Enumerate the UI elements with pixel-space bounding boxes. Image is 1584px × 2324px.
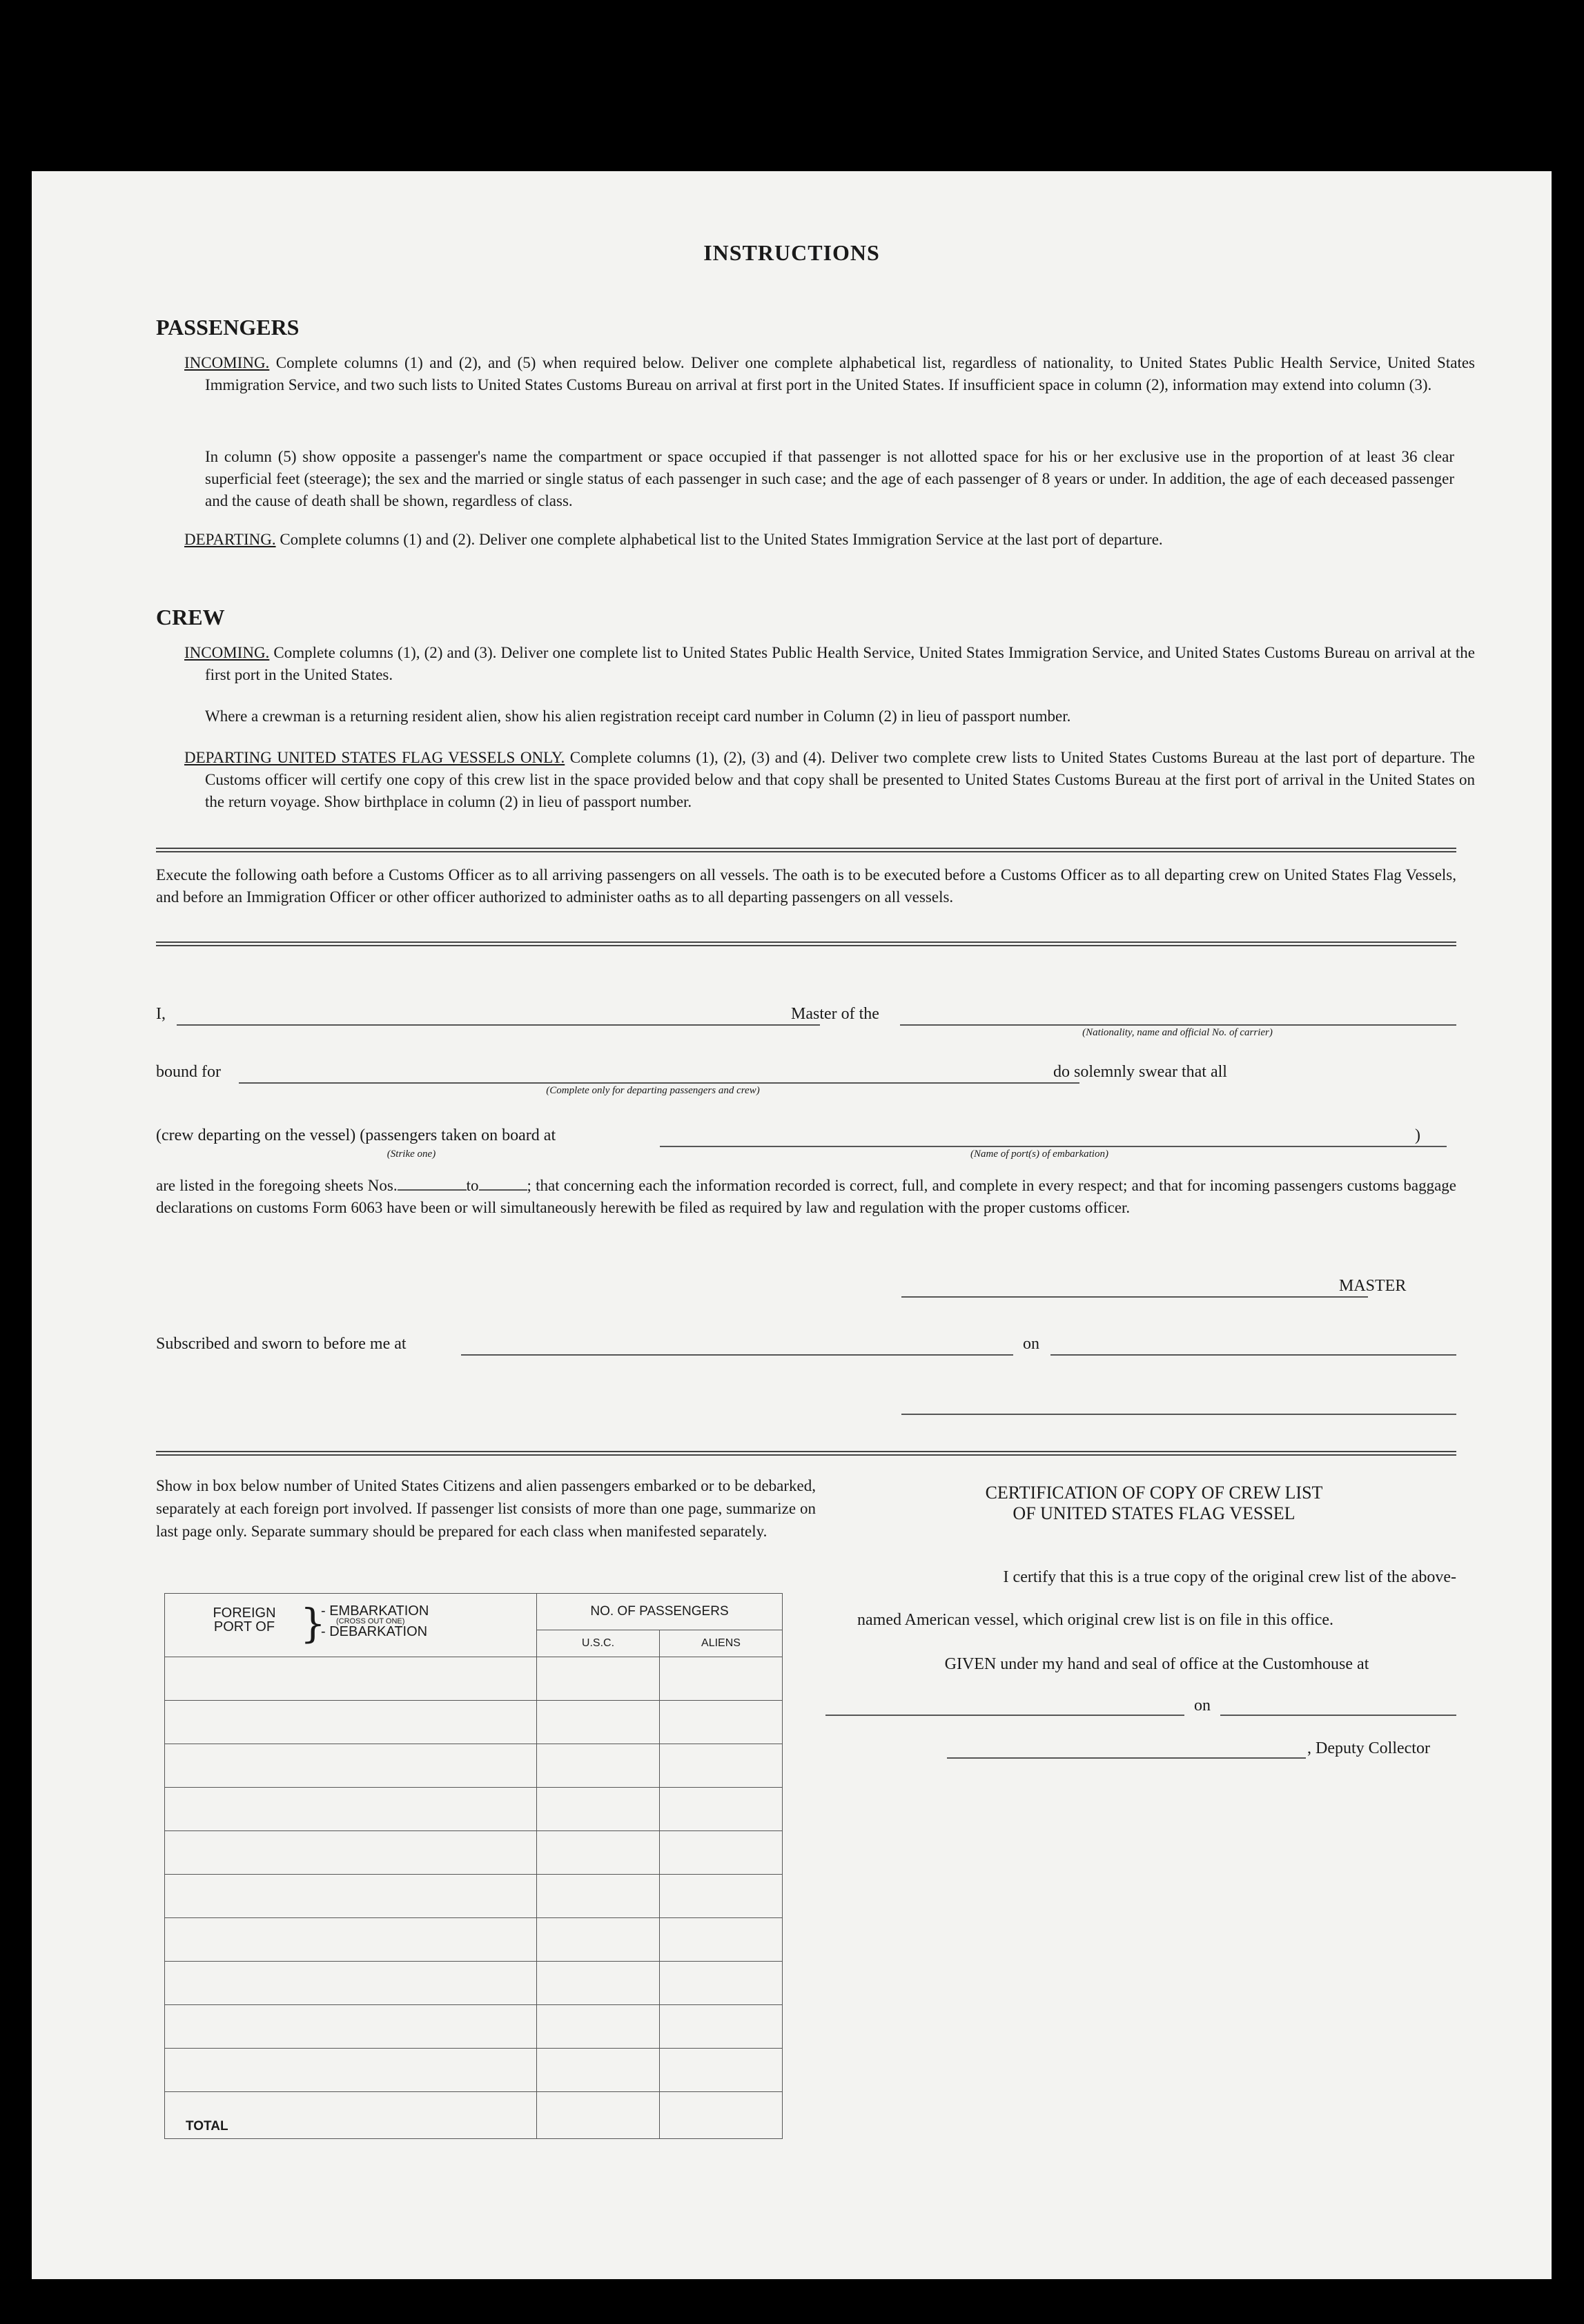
passengers-incoming-paragraph	[184, 352, 1475, 396]
sworn-place-field[interactable]	[461, 1354, 1013, 1356]
usc-total-cell[interactable]	[537, 2092, 660, 2139]
bound-for-label: bound for	[156, 1063, 221, 1081]
foreign-port-header	[165, 1594, 537, 1657]
table-row	[165, 1831, 783, 1875]
table-row	[165, 1788, 783, 1831]
master-label: MASTER	[1339, 1277, 1407, 1295]
customhouse-place-field[interactable]	[825, 1715, 1184, 1716]
listed-text-b: ; that concerning each the information recorded is correct, full, and complete in every respect; and that for incoming passengers customs baggage declarations on customs Form 6063 have been or will simultaneously herewith be filed as required by law and regulation with the proper customs officer.	[156, 1177, 1456, 1216]
usc-header: U.S.C.	[537, 1630, 660, 1657]
divider	[156, 848, 1456, 852]
crew-incoming-paragraph	[184, 642, 1475, 686]
master-name-field[interactable]	[177, 1024, 820, 1026]
passengers-departing-label: DEPARTING.	[184, 531, 276, 548]
usc-cell[interactable]	[537, 1875, 660, 1918]
passengers-departing-text: Complete columns (1) and (2). Deliver one complete alphabetical list to the United States Immigration Service at the last port of departure.	[275, 531, 1163, 548]
crew-departing-text: Complete columns (1), (2), (3) and (4). Deliver two complete crew lists to United States Customs Bureau at the last port of departure. The Customs officer will certify one copy of this crew list in the space provided below and that copy shall be presented to United States Customs Bureau at the first port of arrival in the United States on the return voyage. Show birthplace in column (2) in lieu of passport number.	[205, 749, 1476, 810]
aliens-cell[interactable]	[659, 2005, 782, 2049]
crew-resident-paragraph: Where a crewman is a returning resident alien, show his alien registration receipt card number in Column (2) in lieu of passport number.	[205, 707, 1071, 725]
port-cell[interactable]	[165, 1918, 537, 1962]
usc-cell[interactable]	[537, 1657, 660, 1701]
usc-cell[interactable]	[537, 1788, 660, 1831]
passengers-incoming-label: INCOMING.	[184, 354, 270, 371]
subscribed-label: Subscribed and sworn to before me at	[156, 1335, 407, 1353]
no-of-passengers-header: NO. OF PASSENGERS	[537, 1594, 783, 1630]
embark-debark-options	[321, 1605, 429, 1638]
table-row	[165, 1657, 783, 1701]
aliens-cell[interactable]	[659, 1701, 782, 1744]
given-line: GIVEN under my hand and seal of office at the Customhouse at	[944, 1655, 1369, 1673]
aliens-cell[interactable]	[659, 1831, 782, 1875]
listed-text-a: are listed in the foregoing sheets Nos.	[156, 1177, 398, 1194]
aliens-cell[interactable]	[659, 1788, 782, 1831]
table-row	[165, 1918, 783, 1962]
usc-cell[interactable]	[537, 1918, 660, 1962]
page-title: INSTRUCTIONS	[703, 240, 880, 265]
passengers-column5-paragraph: In column (5) show opposite a passenger's name the compartment or space occupied if that passenger is not allotted space for his or her exclusive use in the proportion of at least 36 clear superficial feet (steerage); the sex and the married or single status of each passenger in such case; and the age of each passenger of 8 years or under. In addition, the age of each deceased passenger and the cause of death shall be shown, regardless of class.	[205, 448, 1454, 509]
total-label: TOTAL	[165, 2092, 537, 2139]
crew-departing-label: DEPARTING UNITED STATES FLAG VESSELS ONLY.	[184, 749, 565, 766]
listed-to-label: to	[466, 1177, 479, 1194]
crew-incoming-label: INCOMING.	[184, 644, 270, 661]
aliens-cell[interactable]	[659, 1918, 782, 1962]
usc-cell[interactable]	[537, 2005, 660, 2049]
port-cell[interactable]	[165, 1831, 537, 1875]
strike-caption: (Strike one)	[387, 1149, 436, 1160]
sworn-date-field[interactable]	[1050, 1354, 1456, 1356]
table-row	[165, 1744, 783, 1788]
port-caption: (Name of port(s) of embarkation)	[970, 1149, 1108, 1160]
summary-instructions: Show in box below number of United States Citizens and alien passengers embarked or to be debarked, separately at each foreign port involved. If passenger list consists of more than one page, summarize on last page only. Separate summary should be prepared for each class when manifested separately.	[156, 1477, 816, 1540]
embarkation-ports-field[interactable]	[660, 1146, 1447, 1147]
table-row	[165, 1962, 783, 2005]
passengers-incoming-text: Complete columns (1) and (2), and (5) when required below. Deliver one complete alphabetical list, regardless of nationality, to United States Public Health Service, United States Immigration Service, and two such lists to United States Customs Bureau on arrival at first port in the United States. If insufficient space in column (2), information may extend into column (3).	[205, 354, 1475, 393]
aliens-header: ALIENS	[659, 1630, 782, 1657]
sheet-to-field[interactable]	[479, 1177, 527, 1191]
departing-caption: (Complete only for departing passengers and crew)	[546, 1085, 760, 1096]
close-paren: )	[1415, 1126, 1420, 1144]
table-row	[165, 2049, 783, 2092]
certification-title	[857, 1483, 1451, 1524]
certification-date-field[interactable]	[1220, 1715, 1456, 1716]
swear-label: do solemnly swear that all	[1053, 1063, 1227, 1081]
port-cell[interactable]	[165, 1788, 537, 1831]
port-cell[interactable]	[165, 1701, 537, 1744]
officer-signature-field[interactable]	[901, 1414, 1456, 1415]
port-cell[interactable]	[165, 1657, 537, 1701]
aliens-total-cell[interactable]	[659, 2092, 782, 2139]
certify-line-b: named American vessel, which original crew list is on file in this office.	[857, 1611, 1334, 1629]
master-of-label: Master of the	[791, 1005, 879, 1023]
embarkation-option[interactable]: - EMBARKATION	[321, 1603, 429, 1619]
passengers-departing-paragraph	[184, 529, 1475, 551]
sheet-from-field[interactable]	[398, 1177, 467, 1191]
master-signature-field[interactable]	[901, 1296, 1368, 1298]
deputy-signature-field[interactable]	[947, 1757, 1306, 1759]
port-cell[interactable]	[165, 1744, 537, 1788]
aliens-cell[interactable]	[659, 1962, 782, 2005]
certification-on-label: on	[1194, 1697, 1211, 1715]
oath-instructions: Execute the following oath before a Customs Officer as to all arriving passengers on all vessels. The oath is to be executed before a Customs Officer as to all departing crew on United States Flag Vessels, and before an Immigration Officer or other officer authorized to administer oaths as to all departing passengers on all vessels.	[156, 866, 1456, 906]
certify-line-a: I certify that this is a true copy of the original crew list of the above-	[1003, 1568, 1456, 1586]
port-cell[interactable]	[165, 2005, 537, 2049]
passenger-summary-table	[164, 1593, 783, 2139]
brace-glyph: }	[300, 1600, 326, 1647]
port-cell[interactable]	[165, 2049, 537, 2092]
cross-out-note: (CROSS OUT ONE)	[336, 1617, 405, 1625]
usc-cell[interactable]	[537, 1744, 660, 1788]
oath-i-label: I,	[156, 1005, 166, 1023]
aliens-cell[interactable]	[659, 1744, 782, 1788]
aliens-cell[interactable]	[659, 1657, 782, 1701]
usc-cell[interactable]	[537, 1962, 660, 2005]
carrier-field[interactable]	[900, 1024, 1456, 1026]
usc-cell[interactable]	[537, 1831, 660, 1875]
total-row	[165, 2092, 783, 2139]
listed-paragraph	[156, 1175, 1456, 1219]
certification-title-line1: CERTIFICATION OF COPY OF CREW LIST	[985, 1483, 1323, 1503]
form-page	[32, 171, 1552, 2279]
sworn-on-label: on	[1023, 1335, 1039, 1353]
foreign-port-label: FOREIGN PORT OF	[213, 1605, 276, 1634]
carrier-caption: (Nationality, name and official No. of carrier)	[1082, 1027, 1273, 1038]
aliens-cell[interactable]	[659, 1875, 782, 1918]
crew-departing-label: (crew departing on the vessel) (passengers taken on board at	[156, 1126, 556, 1144]
aliens-cell[interactable]	[659, 2049, 782, 2092]
deputy-collector-label: , Deputy Collector	[1307, 1739, 1430, 1757]
port-cell[interactable]	[165, 1875, 537, 1918]
destination-field[interactable]	[239, 1082, 1079, 1084]
debarkation-option[interactable]: - DEBARKATION	[321, 1624, 428, 1639]
table-row	[165, 1701, 783, 1744]
port-cell[interactable]	[165, 1962, 537, 2005]
table-row	[165, 2005, 783, 2049]
table-row	[165, 1875, 783, 1918]
crew-heading: CREW	[156, 605, 225, 629]
crew-incoming-text: Complete columns (1), (2) and (3). Deliver one complete list to United States Public Health Service, United States Immigration Service, and United States Customs Bureau on arrival at the first port in the United States.	[205, 644, 1475, 683]
usc-cell[interactable]	[537, 2049, 660, 2092]
crew-departing-paragraph	[184, 747, 1475, 813]
divider	[156, 1451, 1456, 1456]
usc-cell[interactable]	[537, 1701, 660, 1744]
divider	[156, 941, 1456, 946]
certification-title-line2: OF UNITED STATES FLAG VESSEL	[1013, 1503, 1295, 1523]
passengers-heading: PASSENGERS	[156, 315, 300, 340]
